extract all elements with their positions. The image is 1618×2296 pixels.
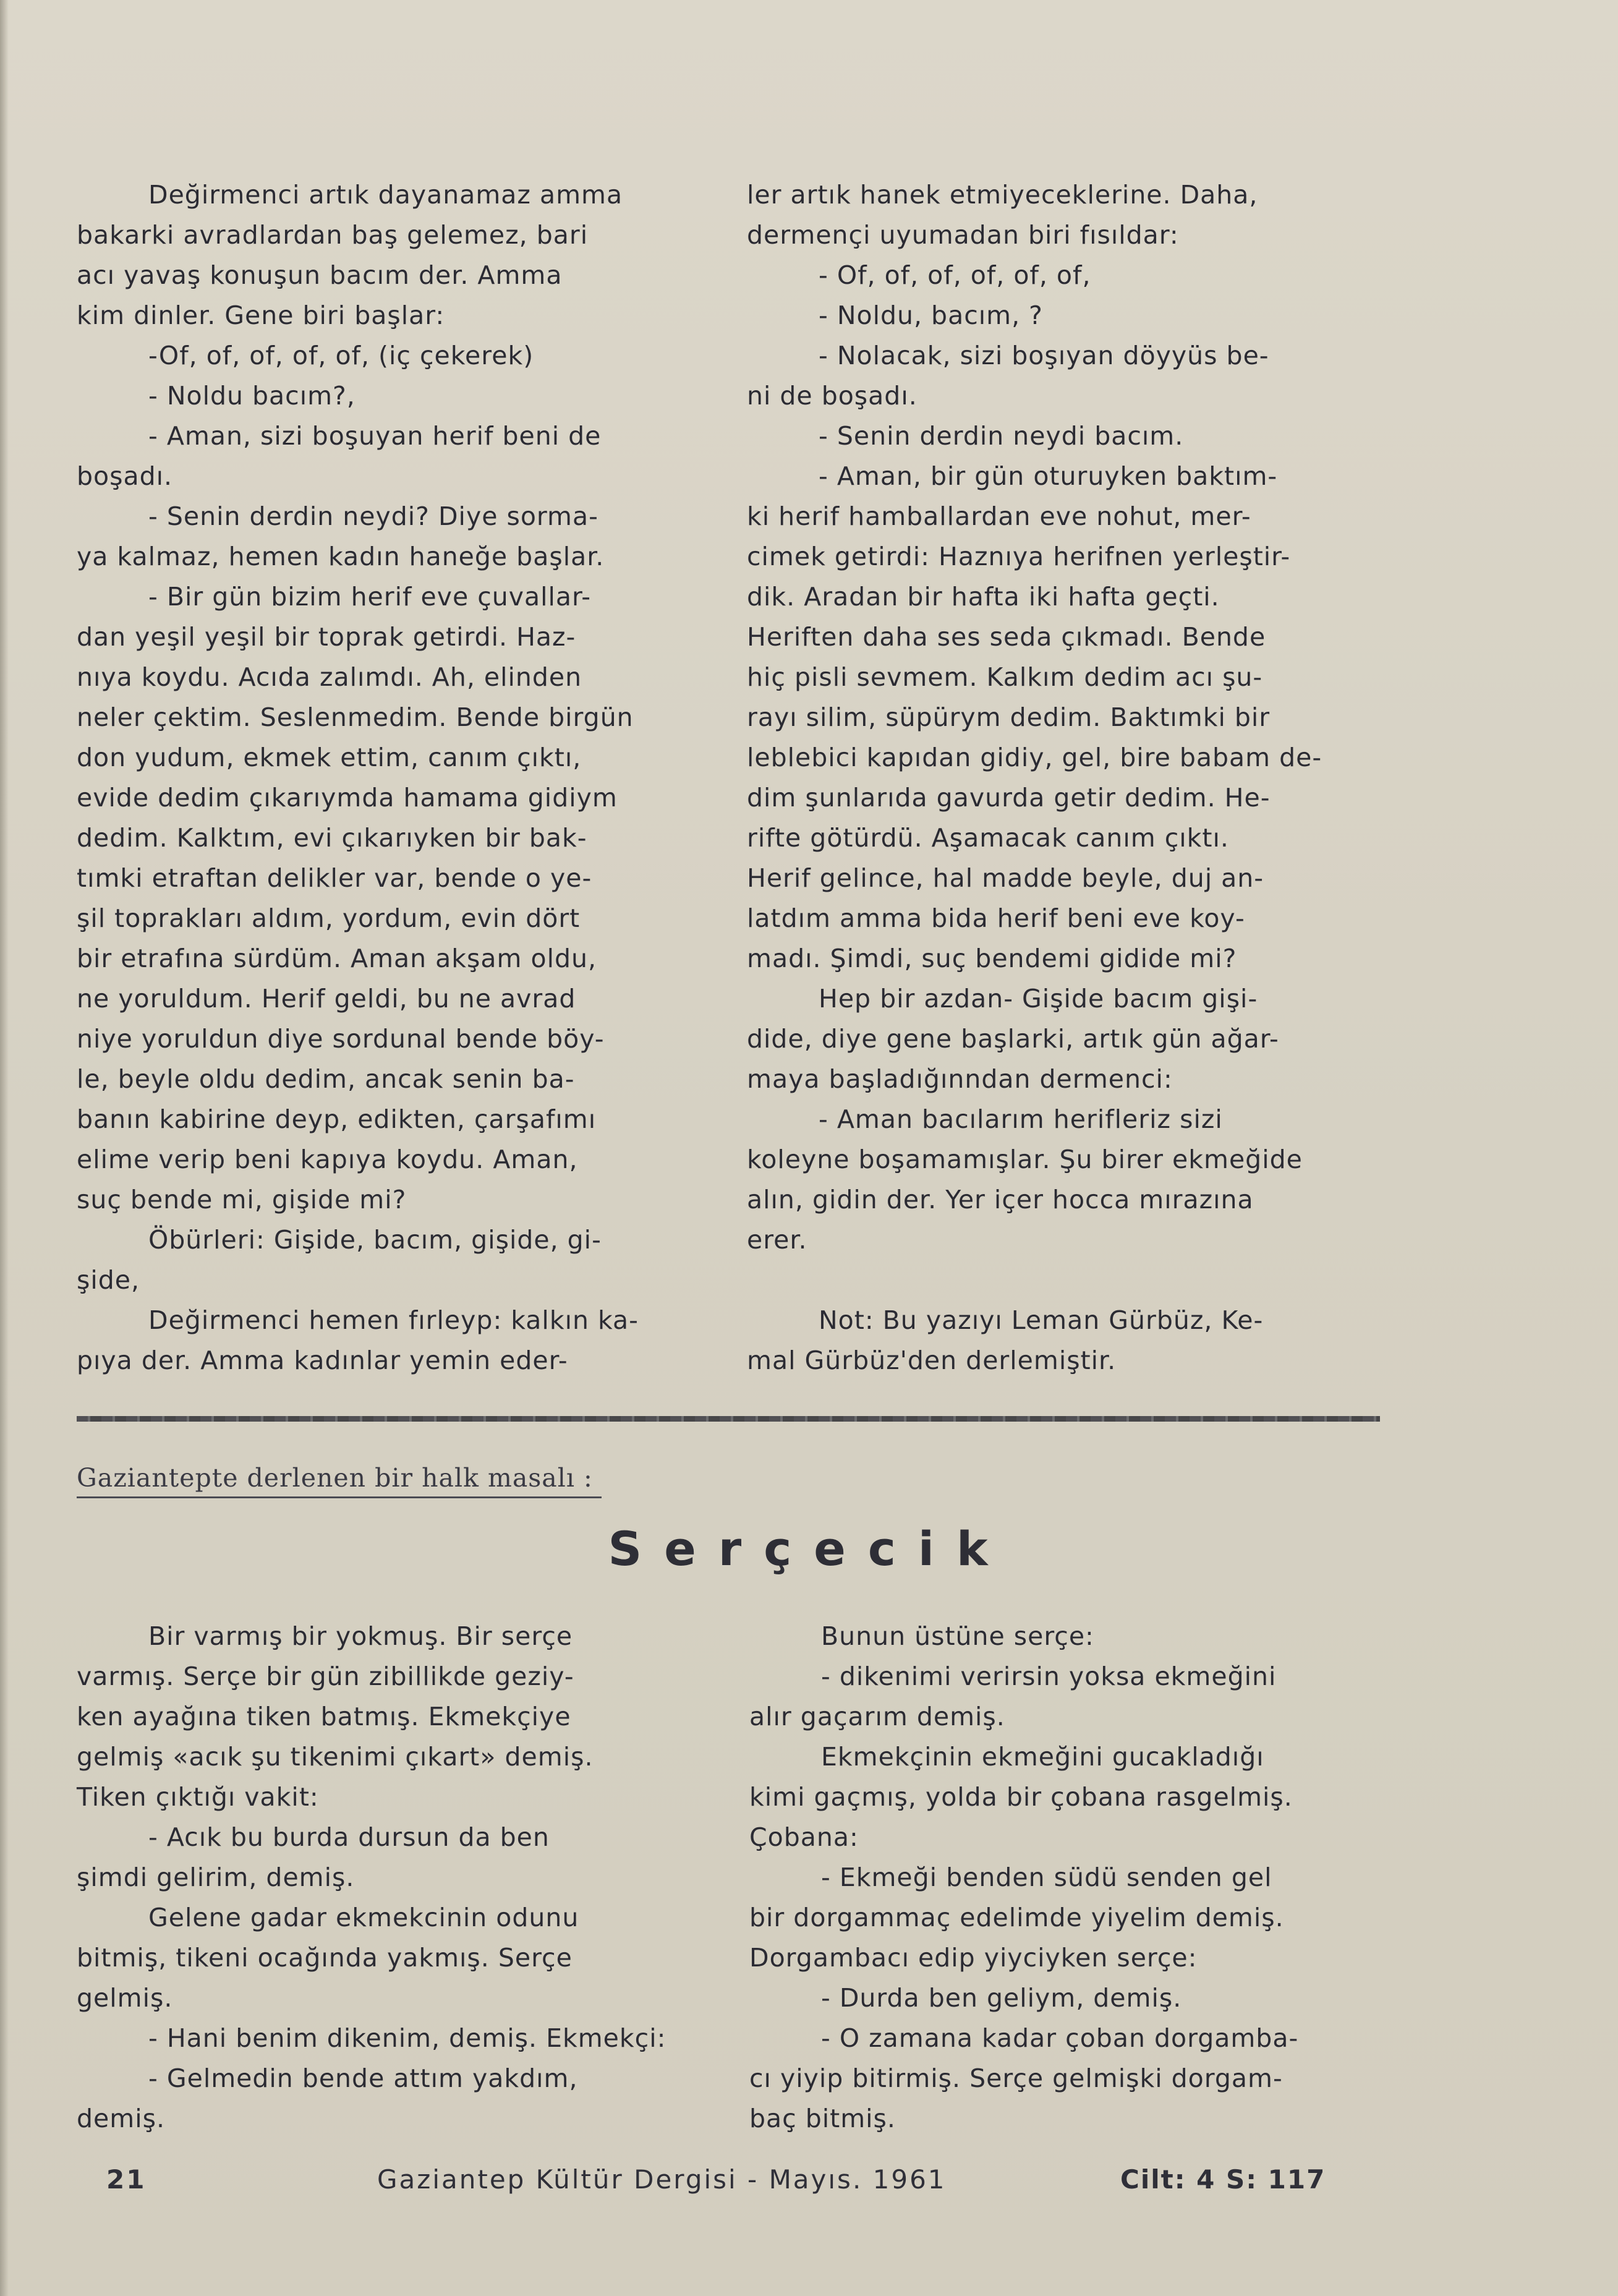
text-line: ya kalmaz, hemen kadın haneğe başlar. (77, 542, 605, 571)
text-line: dide, diye gene başlarki, artık gün ağar- (747, 1024, 1279, 1054)
text-line: - O zamana kadar çoban dorgamba- (821, 2023, 1299, 2053)
text-line: latdım amma bida herif beni eve koy- (747, 903, 1245, 933)
text-line: bir etrafına sürdüm. Aman akşam oldu, (77, 944, 597, 973)
text-line: banın kabirine deyp, edikten, çarşafımı (77, 1104, 597, 1134)
text-line: - Gelmedin bende attım yakdım, (148, 2063, 578, 2093)
text-line: Bir varmış bir yokmuş. Bir serçe (148, 1621, 573, 1651)
text-line: - Of, of, of, of, of, of, (819, 260, 1091, 290)
text-line: - Aman, bir gün oturuyken baktım- (819, 461, 1278, 491)
text-line: bakarki avradlardan baş gelemez, bari (77, 220, 589, 250)
text-line: Bunun üstüne serçe: (821, 1621, 1094, 1651)
text-line: suç bende mi, gişide mi? (77, 1185, 407, 1214)
text-line: - Ekmeği benden südü senden gel (821, 1863, 1272, 1892)
text-line: cimek getirdi: Haznıya herifnen yerleştir- (747, 542, 1291, 571)
text-line: - Aman, sizi boşuyan herif beni de (148, 421, 602, 451)
text-line: -Of, of, of, of, of, (iç çekerek) (148, 341, 534, 370)
text-line: Ekmekçinin ekmeğini gucakladığı (821, 1742, 1264, 1772)
text-line: dermençi uyumadan biri fısıldar: (747, 220, 1179, 250)
text-line: Hep bir azdan- Gişide bacım gişi- (819, 984, 1258, 1014)
text-line: koleyne boşamamışlar. Şu birer ekmeğide (747, 1145, 1303, 1174)
text-line: Tiken çıktığı vakit: (77, 1782, 319, 1812)
text-line: neler çektim. Seslenmedim. Bende birgün (77, 702, 634, 732)
text-line: bir dorgammaç edelimde yiyelim demiş. (749, 1903, 1284, 1932)
lower-left-column (77, 1616, 666, 2139)
page-number: 21 (106, 2164, 147, 2195)
text-line: acı yavaş konuşun bacım der. Amma (77, 260, 563, 290)
lower-right-column (749, 1616, 1298, 2139)
text-line: - Acık bu burda dursun da ben (148, 1822, 550, 1852)
story-caption: Gaziantepte derlenen bir halk masalı : (77, 1459, 602, 1498)
text-line: Değirmenci hemen fırleyp: kalkın ka- (148, 1305, 639, 1335)
text-line: evide dedim çıkarıymda hamama gidiym (77, 783, 618, 813)
text-line: rayı silim, süpürym dedim. Baktımki bir (747, 702, 1271, 732)
text-line: şide, (77, 1265, 140, 1295)
text-line: mal Gürbüz'den derlemiştir. (747, 1346, 1117, 1375)
story-title: Serçecik (608, 1521, 1010, 1576)
text-line: Değirmenci artık dayanamaz amma (148, 180, 623, 210)
text-line: Heriften daha ses seda çıkmadı. Bende (747, 622, 1266, 652)
text-line: kim dinler. Gene biri başlar: (77, 301, 445, 330)
section-divider (77, 1416, 1380, 1422)
text-line (747, 1260, 1322, 1300)
text-line: - dikenimi verirsin yoksa ekmeğini (821, 1662, 1277, 1691)
text-line: - Hani benim dikenim, demiş. Ekmekçi: (148, 2023, 666, 2053)
text-line: rifte götürdü. Aşamacak canım çıktı. (747, 823, 1229, 853)
text-line: leblebici kapıdan gidiy, gel, bire babam de- (747, 743, 1322, 772)
text-line: dan yeşil yeşil bir toprak getirdi. Haz- (77, 622, 576, 652)
text-line: maya başladığınndan dermenci: (747, 1064, 1173, 1094)
text-line: cı yiyip bitirmiş. Serçe gelmişki dorgam- (749, 2063, 1283, 2093)
text-line: kimi gaçmış, yolda bir çobana rasgelmiş. (749, 1782, 1293, 1812)
text-line: Not: Bu yazıyı Leman Gürbüz, Ke- (819, 1305, 1264, 1335)
text-line: bitmiş, tikeni ocağında yakmış. Serçe (77, 1943, 573, 1973)
text-line: alır gaçarım demiş. (749, 1702, 1005, 1731)
page-edge-shadow (0, 0, 9, 2296)
text-line: erer. (747, 1225, 807, 1255)
text-line: nıya koydu. Acıda zalımdı. Ah, elinden (77, 662, 582, 692)
text-line: ni de boşadı. (747, 381, 918, 411)
text-line: - Noldu, bacım, ? (819, 301, 1043, 330)
text-line: alın, gidin der. Yer içer hocca mırazına (747, 1185, 1254, 1214)
text-line: dedim. Kalktım, evi çıkarıyken bir bak- (77, 823, 587, 853)
text-line: - Noldu bacım?, (148, 381, 356, 411)
journal-issue: Gaziantep Kültür Dergisi - Mayıs. 1961 (377, 2164, 947, 2195)
text-line: le, beyle oldu dedim, ancak senin ba- (77, 1064, 575, 1094)
text-line: gelmiş «acık şu tikenimi çıkart» demiş. (77, 1742, 594, 1772)
text-line: - Nolacak, sizi boşıyan döyyüs be- (819, 341, 1269, 370)
text-line: gelmiş. (77, 1983, 173, 2013)
text-line: Gelene gadar ekmekcinin odunu (148, 1903, 579, 1932)
text-line: pıya der. Amma kadınlar yemin eder- (77, 1346, 568, 1375)
text-line: ne yoruldum. Herif geldi, bu ne avrad (77, 984, 576, 1014)
text-line: varmış. Serçe bir gün zibillikde geziy- (77, 1662, 574, 1691)
volume-issue: Cilt: 4 S: 117 (1120, 2164, 1326, 2195)
text-line: boşadı. (77, 461, 173, 491)
text-line: dim şunlarıda gavurda getir dedim. He- (747, 783, 1271, 813)
upper-right-column (747, 175, 1322, 1381)
text-line: madı. Şimdi, suç bendemi gidide mi? (747, 944, 1237, 973)
text-line: - Aman bacılarım herifleriz sizi (819, 1104, 1223, 1134)
text-line: demiş. (77, 2104, 165, 2133)
text-line: baç bitmiş. (749, 2104, 896, 2133)
text-line: - Bir gün bizim herif eve çuvallar- (148, 582, 592, 612)
text-line: şimdi gelirim, demiş. (77, 1863, 355, 1892)
text-line: Herif gelince, hal madde beyle, duj an- (747, 863, 1264, 893)
text-line: dik. Aradan bir hafta iki hafta geçti. (747, 582, 1220, 612)
text-line: hiç pisli sevmem. Kalkım dedim acı şu- (747, 662, 1263, 692)
text-line: - Senin derdin neydi? Diye sorma- (148, 501, 598, 531)
text-line: Öbürleri: Gişide, bacım, gişide, gi- (148, 1225, 602, 1255)
text-line: niye yoruldun diye sordunal bende böy- (77, 1024, 605, 1054)
text-line: tımki etraftan delikler var, bende o ye- (77, 863, 592, 893)
text-line: elime verip beni kapıya koydu. Aman, (77, 1145, 578, 1174)
text-line: - Senin derdin neydi bacım. (819, 421, 1184, 451)
text-line: - Durda ben geliym, demiş. (821, 1983, 1182, 2013)
text-line: don yudum, ekmek ettim, canım çıktı, (77, 743, 582, 772)
text-line: ken ayağına tiken batmış. Ekmekçiye (77, 1702, 571, 1731)
text-line: Dorgambacı edip yiyciyken serçe: (749, 1943, 1198, 1973)
text-line: Çobana: (749, 1822, 859, 1852)
upper-left-column (77, 175, 639, 1381)
text-line: şil toprakları aldım, yordum, evin dört (77, 903, 581, 933)
text-line: ler artık hanek etmiyeceklerine. Daha, (747, 180, 1258, 210)
text-line: ki herif hamballardan eve nohut, mer- (747, 501, 1251, 531)
